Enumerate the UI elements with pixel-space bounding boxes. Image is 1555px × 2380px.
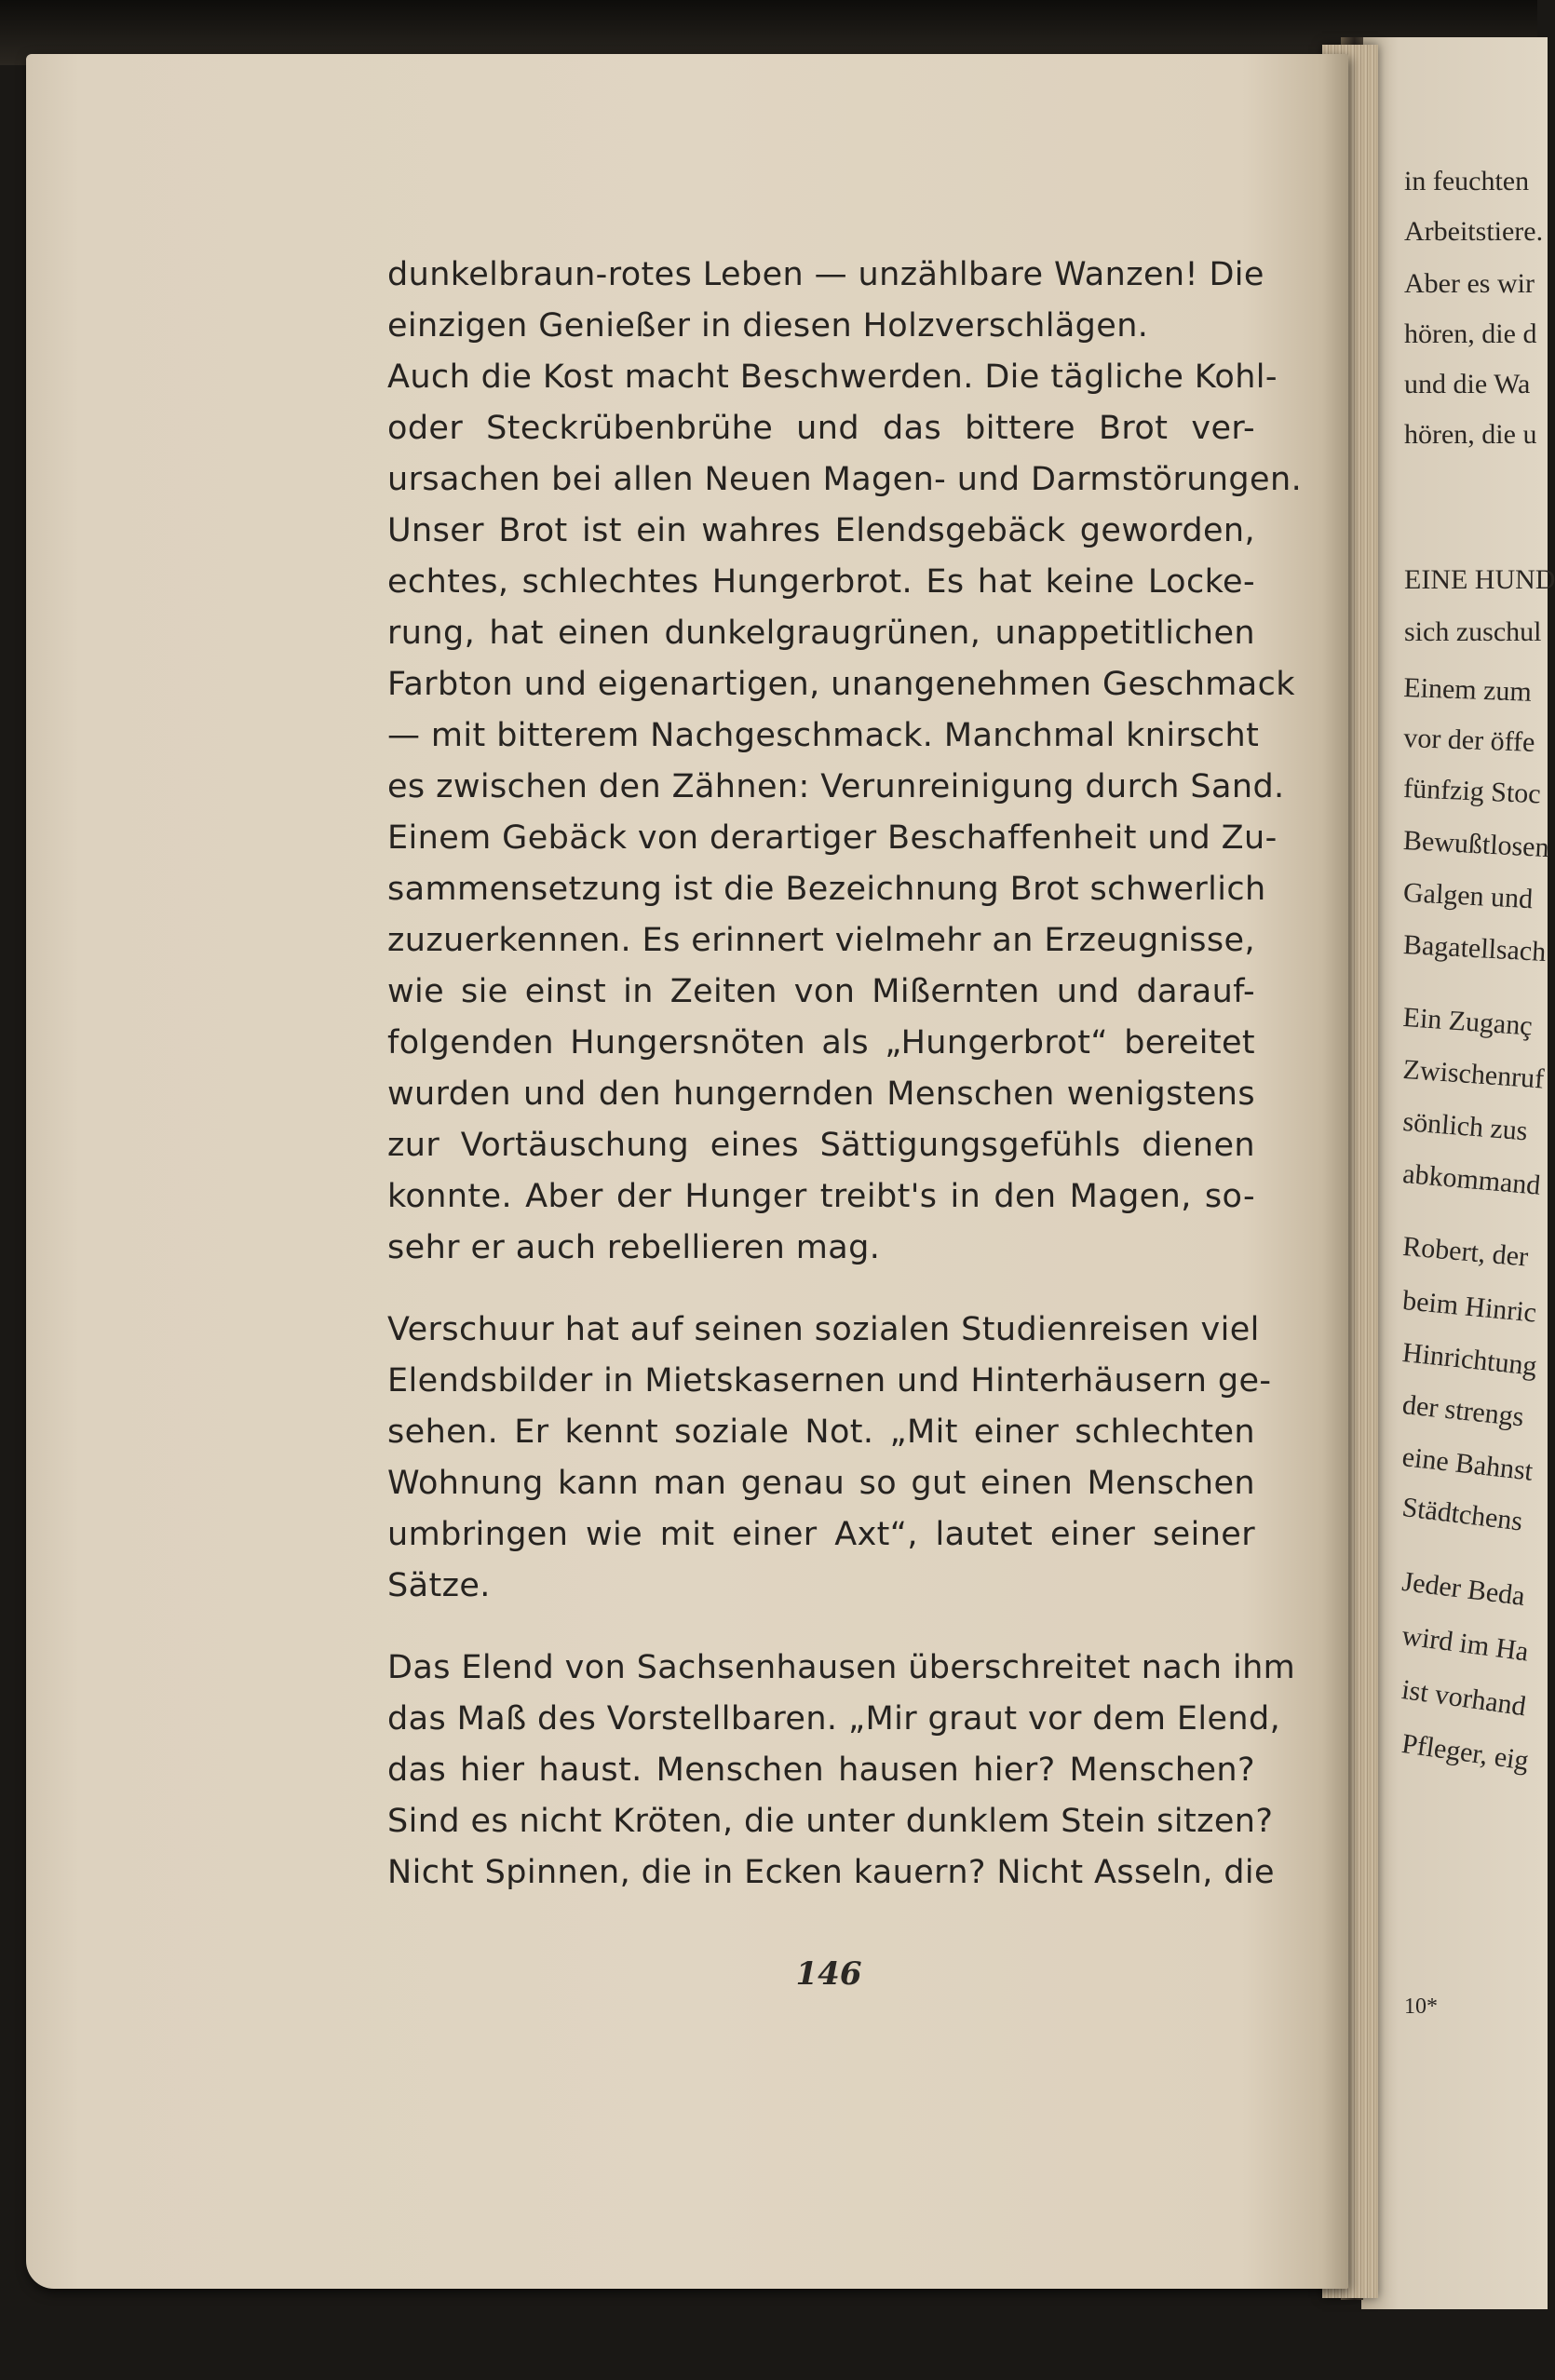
text-line: sammensetzung ist die Bezeichnung Brot schwerlich	[387, 871, 1266, 908]
text-line: umbringen wie mit einer Axt“, lautet einer seiner	[387, 1516, 1255, 1553]
right-page-line: eine Bahnst	[1400, 1441, 1535, 1487]
right-page-line: abkommand	[1401, 1158, 1542, 1201]
text-line: oder Steckrübenbrühe und das bittere Brot ver-	[387, 410, 1255, 447]
text-line: Farbton und eigenartigen, unangenehmen Geschmack	[387, 666, 1295, 703]
page-number: 146	[795, 1955, 862, 1993]
text-line: wie sie einst in Zeiten von Mißernten und darauf-	[387, 973, 1255, 1010]
right-page-line: sich zuschul	[1404, 616, 1542, 647]
text-line: zuzuerkennen. Es erinnert vielmehr an Erzeugnisse,	[387, 922, 1255, 959]
right-page-line: Hinrichtung	[1400, 1337, 1539, 1382]
text-line: das hier haust. Menschen hausen hier? Menschen?	[387, 1751, 1255, 1789]
text-line: Verschuur hat auf seinen sozialen Studienreisen viel	[387, 1311, 1260, 1348]
right-page-line: Einem zum	[1402, 672, 1533, 708]
right-page-line: in feuchten	[1404, 166, 1530, 196]
body-text	[387, 250, 1303, 1899]
text-line: Elendsbilder in Mietskasernen und Hinterhäusern ge-	[387, 1362, 1272, 1400]
right-page-line: und die Wa	[1404, 369, 1531, 399]
paragraph	[387, 250, 1303, 1274]
right-page-line: sönlich zus	[1401, 1106, 1529, 1147]
text-line: sehr er auch rebellieren mag.	[387, 1229, 881, 1266]
right-page-line: Pfleger, eig	[1400, 1728, 1531, 1777]
right-page-line: beim Hinric	[1400, 1285, 1538, 1329]
right-page-line: vor der öffe	[1402, 723, 1535, 758]
text-line: zur Vortäuschung eines Sättigungsgefühls dienen	[387, 1127, 1255, 1164]
right-page-line: der strengs	[1400, 1389, 1526, 1433]
text-line: Das Elend von Sachsenhausen überschreitet nach ihm	[387, 1649, 1296, 1686]
text-line: Auch die Kost macht Beschwerden. Die tägliche Kohl-	[387, 358, 1278, 396]
text-line: wurden und den hungernden Menschen wenigstens	[387, 1075, 1255, 1113]
text-line: rung, hat einen dunkelgraugrünen, unappetitlichen	[387, 615, 1255, 652]
right-page-line: Robert, der	[1401, 1231, 1530, 1273]
text-line: es zwischen den Zähnen: Verunreinigung durch Sand.	[387, 768, 1285, 805]
text-line: das Maß des Vorstellbaren. „Mir graut vor dem Elend,	[387, 1700, 1281, 1738]
text-line: einzigen Genießer in diesen Holzverschlägen.	[387, 307, 1149, 345]
right-page-line: Bewußtlosen	[1402, 825, 1550, 864]
right-page-line: wird im Ha	[1400, 1620, 1531, 1668]
text-line: — mit bitterem Nachgeschmack. Manchmal knirscht	[387, 717, 1260, 754]
right-page	[1361, 37, 1555, 2309]
right-page-line: Ein Zuganç	[1401, 1002, 1534, 1042]
right-page-heading: EINE HUND	[1404, 564, 1555, 595]
right-page-line: hören, die u	[1404, 419, 1537, 450]
text-line: sehen. Er kennt soziale Not. „Mit einer schlechten	[387, 1413, 1255, 1451]
paragraph	[387, 1643, 1296, 1899]
text-line: echtes, schlechtes Hungerbrot. Es hat keine Locke-	[387, 563, 1255, 601]
text-line: Wohnung kann man genau so gut einen Menschen	[387, 1465, 1255, 1502]
right-page-line: ist vorhand	[1400, 1674, 1528, 1723]
text-line: ursachen bei allen Neuen Magen- und Darmstörungen.	[387, 461, 1303, 498]
right-page-line: Städtchens	[1400, 1492, 1525, 1537]
right-page-line: Zwischenruf	[1401, 1054, 1546, 1095]
right-page-line: Jeder Beda	[1400, 1566, 1527, 1612]
text-line: dunkelbraun-rotes Leben — unzählbare Wanzen! Die	[387, 256, 1264, 293]
right-page-line: Bagatellsach	[1402, 929, 1548, 967]
right-page-line: hören, die d	[1404, 318, 1537, 349]
right-page-line: fünfzig Stoc	[1402, 773, 1542, 810]
signature-mark: 10*	[1404, 1995, 1438, 2019]
right-page-line: Galgen und	[1402, 877, 1534, 915]
text-line: konnte. Aber der Hunger treibt's in den Magen, so-	[387, 1178, 1255, 1215]
text-line: Sind es nicht Kröten, die unter dunklem Stein sitzen?	[387, 1803, 1274, 1840]
paragraph	[387, 1305, 1272, 1612]
text-line: Einem Gebäck von derartiger Beschaffenheit und Zu-	[387, 819, 1278, 857]
text-line: folgenden Hungersnöten als „Hungerbrot“ bereitet	[387, 1024, 1255, 1062]
right-page-line: Arbeitstiere.	[1404, 216, 1544, 247]
text-line: Nicht Spinnen, die in Ecken kauern? Nicht Asseln, die	[387, 1854, 1275, 1891]
text-line: Unser Brot ist ein wahres Elendsgebäck geworden,	[387, 512, 1255, 549]
text-line: Sätze.	[387, 1567, 491, 1604]
right-page-line: Aber es wir	[1404, 268, 1535, 299]
